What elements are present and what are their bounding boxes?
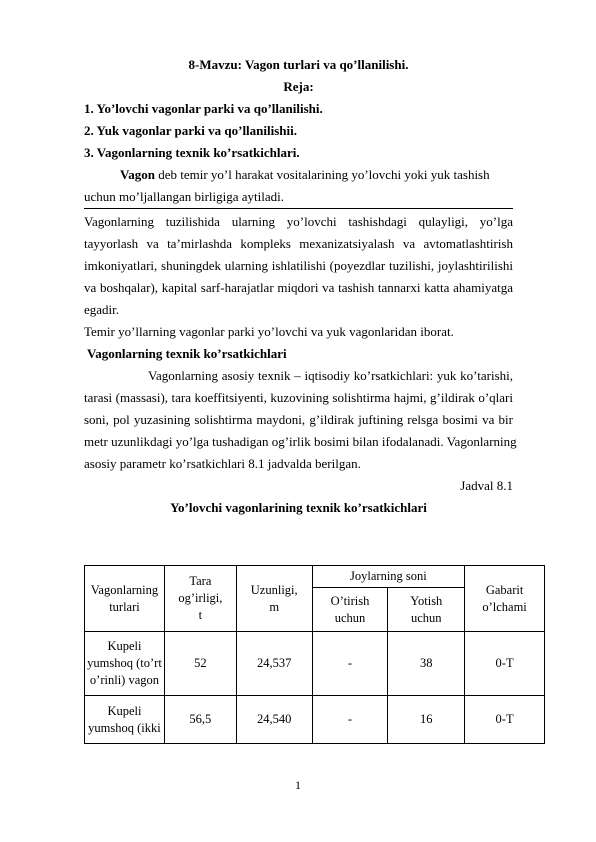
cell-tare: 56,5 [164,696,236,744]
header-seats: Joylarning soni [312,566,465,588]
header-type: Vagonlarning turlari [85,566,165,632]
paragraph1-line-2: tayyorlash va ta’mirlashda kompleks mexanizatsiyalash va avtomatlashtirish [84,236,513,251]
paragraph2-line-2: tarasi (massasi), tara koeffitsiyenti, kuzovining solishtirma hajmi, g’ildirak o’qlari [84,390,513,405]
cell-sitting: - [312,696,388,744]
page-number: 1 [295,778,301,792]
table-row [85,632,545,696]
cell-sitting: - [312,632,388,696]
paragraph1-line-4: va boshqalar), kapital sarf-harajatlar miqdori va tashish tannarxi katta ahamiyatga [84,280,513,295]
cell-gabarit: 0-T [465,632,545,696]
cell-lying: 38 [388,632,465,696]
cell-type: Kupeli yumshoq (ikki [85,696,165,744]
table-label: Jadval 8.1 [460,478,513,493]
plan-item-1: 1. Yo’lovchi vagonlar parki va qo’llanilishi. [84,101,323,116]
cell-lying: 16 [388,696,465,744]
park-sentence: Temir yo’llarning vagonlar parki yo’lovchi va yuk vagonlaridan iborat. [84,324,454,339]
plan-item-3: 3. Vagonlarning texnik ko’rsatkichlari. [84,145,300,160]
topic-title: 8-Mavzu: Vagon turlari va qo’llanilishi. [188,57,409,72]
cell-type: Kupeli yumshoq (to’rt o’rinli) vagon [85,632,165,696]
definition-term: Vagon [120,167,155,182]
paragraph1-line-5: egadir. [84,302,120,317]
plan-heading: Reja: [283,79,314,94]
header-gabarit: Gabarit o’lchami [465,566,545,632]
paragraph1-line-3: imkoniyatlari, shuningdek ularning ishlatilishi (poyezdlar tuzilishi, joylashtirilishi [84,258,513,273]
paragraph2-line-1: Vagonlarning asosiy texnik – iqtisodiy ko’rsatkichlari: yuk ko’tarishi, [148,368,513,383]
header-length: Uzunligi, m [236,566,312,632]
header-seats-sitting: O’tirish uchun [312,588,388,632]
header-seats-lying: Yotish uchun [388,588,465,632]
cell-gabarit: 0-T [465,696,545,744]
table-row [85,696,545,744]
cell-length: 24,540 [236,696,312,744]
cell-tare: 52 [164,632,236,696]
paragraph2-line-5: asosiy parametr ko’rsatkichlari 8.1 jadvalda berilgan. [84,456,361,471]
definition-line-2: uchun mo’ljallangan birligiga aytiladi. [84,189,285,204]
paragraph2-line-4: metr uzunlikdagi yo’lga tushadigan og’irlik bosimi bilan ifodalanadi. Vagonlarning [84,434,517,449]
definition-text: deb temir yo’l harakat vositalarining yo’lovchi yoki yuk tashish [154,167,490,182]
specs-table [84,565,545,744]
paragraph2-line-3: soni, pol yuzasining solishtirma maydoni, g’ildirak juftining relsga bosimi va bir [84,412,513,427]
horizontal-rule [84,208,513,209]
cell-length: 24,537 [236,632,312,696]
section-heading: Vagonlarning texnik ko’rsatkichlari [87,346,287,361]
paragraph1-line-1: Vagonlarning tuzilishida ularning yo’lovchi tashishdagi qulayligi, yo’lga [84,214,513,229]
definition-line-1 [120,166,520,183]
header-tare: Tara og’irligi, t [164,566,236,632]
table-caption: Yo’lovchi vagonlarining texnik ko’rsatkichlari [170,500,427,515]
plan-item-2: 2. Yuk vagonlar parki va qo’llanilishii. [84,123,298,138]
table-header-row [85,566,545,588]
